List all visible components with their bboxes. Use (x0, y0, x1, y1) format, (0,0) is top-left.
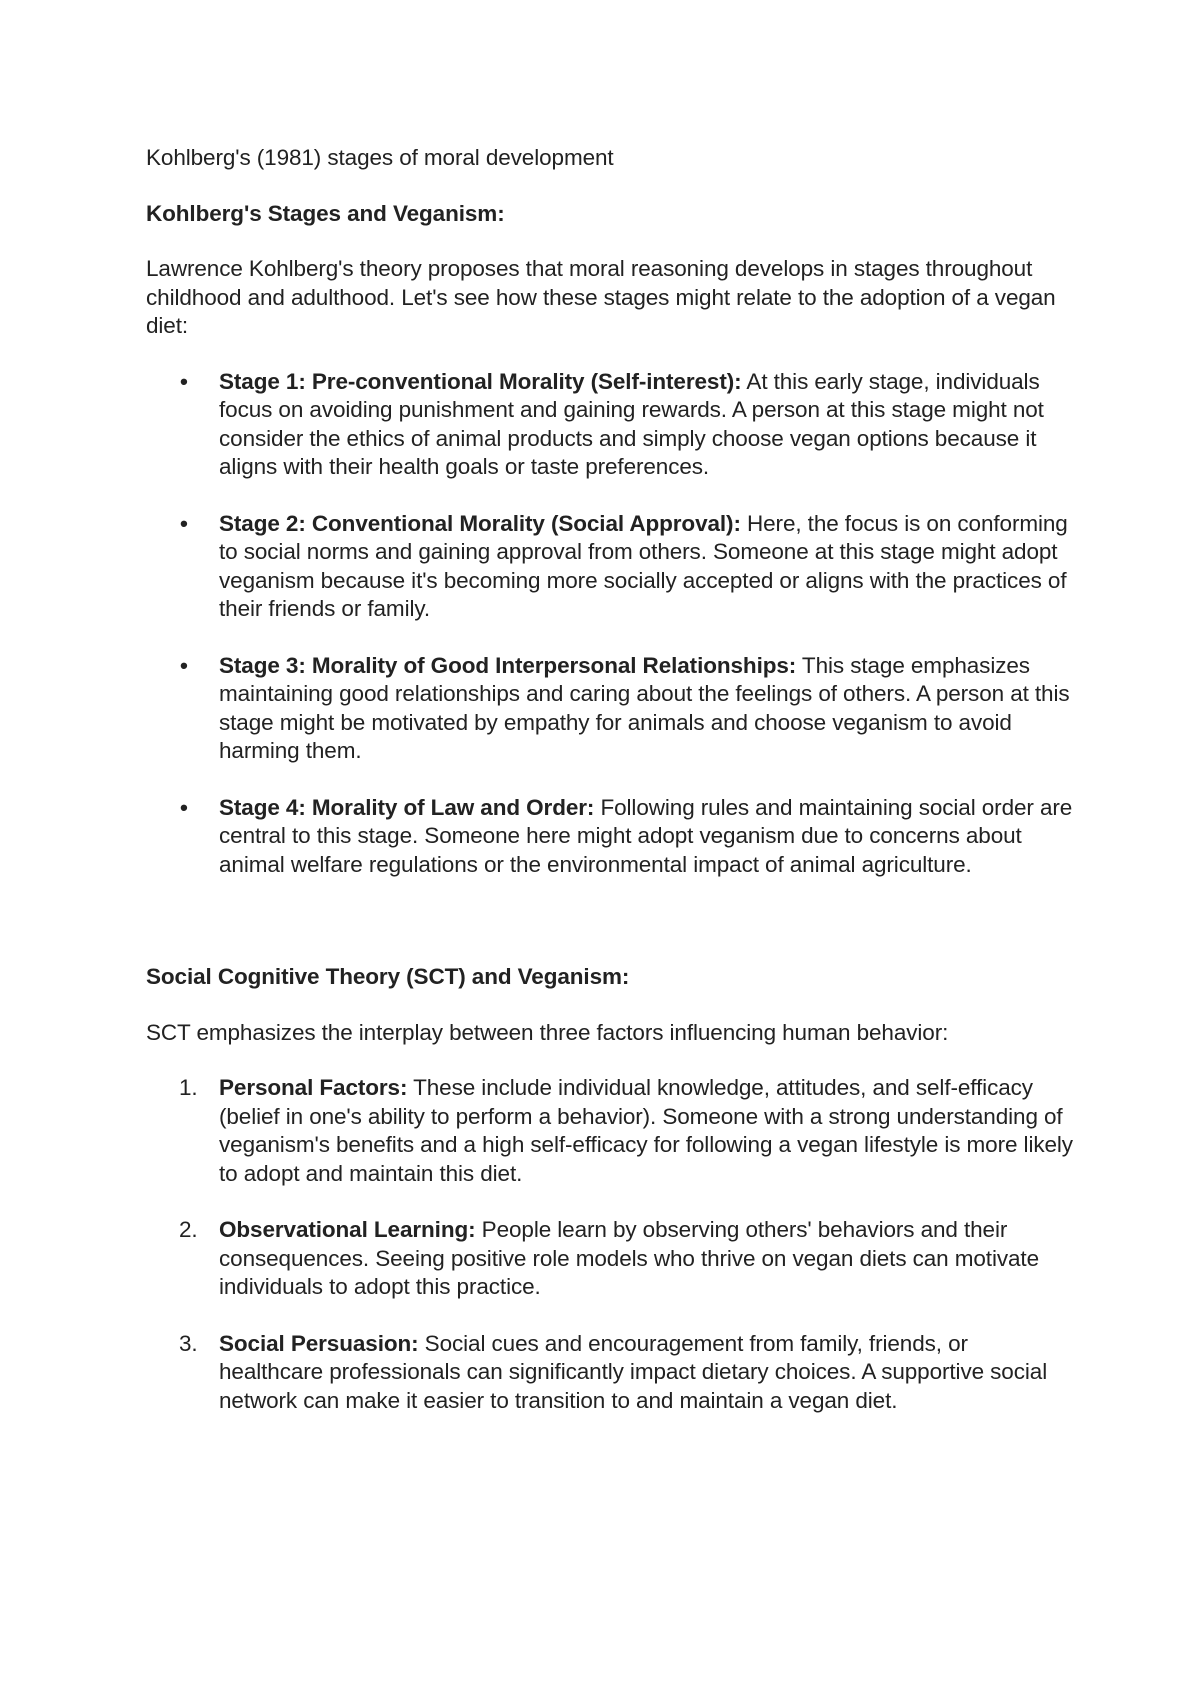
section-intro-sct: SCT emphasizes the interplay between three factors influencing human behavior: (146, 1019, 949, 1045)
item-label: Stage 3: Morality of Good Interpersonal Relationships: (219, 652, 797, 678)
kohlberg-stage-list (146, 368, 1076, 880)
item-text: Here, the focus is on conforming to social norms and gaining approval from others. Someone at this stage might adopt veganism because it's becoming more socially accepted or aligns with the practices of their friends or family. (219, 510, 1068, 621)
section-spacer (146, 907, 1076, 963)
document-page (146, 144, 1076, 1443)
list-item (146, 368, 1076, 482)
section-heading-sct: Social Cognitive Theory (SCT) and Veganism: (146, 964, 630, 989)
item-text: Following rules and maintaining social order are central to this stage. Someone here might adopt veganism due to concerns about animal welfare regulations or the environmental impact of animal agriculture. (219, 794, 1073, 877)
number-marker: 2. (179, 1217, 198, 1242)
list-item (146, 1330, 1076, 1416)
bullet-marker: • (180, 510, 188, 536)
item-label: Stage 2: Conventional Morality (Social Approval): (219, 510, 741, 536)
document-title: Kohlberg's (1981) stages of moral development (146, 145, 614, 170)
item-text: Social cues and encouragement from family, friends, or healthcare professionals can significantly impact dietary choices. A supportive social network can make it easier to transition to and maintain a vegan diet. (219, 1330, 1048, 1413)
item-text: This stage emphasizes maintaining good relationships and caring about the feelings of others. A person at this stage might be motivated by empathy for animals and choose veganism to avoid harming them. (219, 652, 1070, 763)
item-label: Personal Factors: (219, 1075, 408, 1100)
number-marker: 3. (179, 1330, 198, 1356)
list-item (146, 1216, 1076, 1302)
list-item (146, 510, 1076, 624)
item-label: Stage 4: Morality of Law and Order: (219, 794, 595, 820)
bullet-marker: • (180, 794, 188, 820)
number-marker: 1. (179, 1075, 198, 1100)
section-heading-kohlberg: Kohlberg's Stages and Veganism: (146, 200, 505, 226)
item-label: Observational Learning: (219, 1217, 476, 1242)
sct-factor-list (146, 1074, 1076, 1415)
section-intro-kohlberg: Lawrence Kohlberg's theory proposes that moral reasoning develops in stages throughout childhood and adulthood. Let's see how these stages might relate to the adoption of a vegan diet: (146, 256, 1056, 338)
item-text: People learn by observing others' behaviors and their consequences. Seeing positive role models who thrive on vegan diets can motivate individuals to adopt this practice. (219, 1217, 1039, 1299)
bullet-marker: • (180, 652, 188, 678)
item-text: At this early stage, individuals focus on avoiding punishment and gaining rewards. A person at this stage might not consider the ethics of animal products and simply choose vegan options because it aligns with their health goals or taste preferences. (219, 368, 1044, 479)
list-item (146, 794, 1076, 880)
list-item (146, 652, 1076, 766)
list-item (146, 1074, 1076, 1188)
item-label: Social Persuasion: (219, 1330, 419, 1356)
bullet-marker: • (180, 368, 188, 394)
item-label: Stage 1: Pre-conventional Morality (Self-interest): (219, 368, 742, 394)
item-text: These include individual knowledge, attitudes, and self-efficacy (belief in one's ability to perform a behavior). Someone with a strong understanding of veganism's benefits and a high self-efficacy for following a vegan lifestyle is more likely to adopt and maintain this diet. (219, 1075, 1073, 1186)
